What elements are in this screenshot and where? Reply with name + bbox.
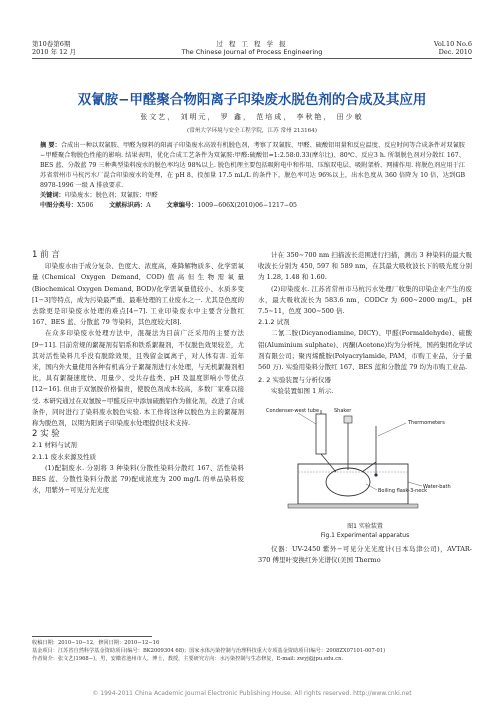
subsection-heading: 2. 2 实验装置与分析仪器 [258,376,331,385]
header-rule [32,58,472,59]
section-intro-heading: 1 前 言 [32,250,60,260]
apparatus-diagram [258,402,472,522]
paragraph: 仪器：UV-2450 紫外−可见分光光度计(日本岛津公司)，AVTAR-370 傅里叶变换红外光谱仪(美国 Thermo [258,544,472,564]
paper-title: 双氰胺−甲醛聚合物阳离子印染废水脱色剂的合成及其应用 [77,92,427,108]
abstract: 摘 要：合成出一种以双氰胺、甲醛为原料的阳离子印染废水高效有机脱色剂，考察了双氰胺、甲醛、硫酸铝用量和反应温度、反应时间等合成条件对双氰胺−甲醛聚合物脱色性能的影响. 结果表明，优化合成工艺条件为双氰胺:甲醛:硫酸铝=1:2.58:0.33(摩尔比)、80℃、反应3 h. 所制脱色剂对分散红 167、BES 蓝、分散蓝 79 三种典型染料废水的脱色率均达 98%以上. 脱色机理主要包括吸附电中和作用、压缩双电层、吸附架桥、网捕作用. 将脱色剂应用于江苏省常州市马杭污水厂混合印染废水的处理，在 pH 8、投加量 17.5 mL/L 的条件下，脱色率可达 96%以上，出水色度从 360 倍降为 10 倍，达到GB 8978-1996 一级 A 排放要求. 关键词：印染废水；脱色剂；双氰胺；甲醛 中图分类号：X506 文献标识码：A 文章编号：1009−606X(2010)06−1217−05 [40,142,465,209]
copyright-line: © 1994-2011 China Academic Journal Electronic Publishing House. All rights reserved. http://www.cnki.net [92,690,412,697]
footnote: 收稿日期：2010−10−12，修回日期：2010−12−16 基金项目：江苏省自然科学基金资助项目(编号：BK2009304 68)；国家水体污染控制与治理科技重大专项基金资助项目(编号：2008ZX07101-007-01) 作者简介：张文艺(1968−)，男，安徽省池州市人，博士，教授，主要研究方向：水污染控制与生态修复，E-mail: zwyj@jpu.edu.cn. [32,640,386,662]
subsection-heading: 2.1.1 废水来源及性质 [32,452,97,461]
left-column [32,250,244,496]
subsection-heading: 2.1 材料与试剂 [32,441,77,450]
condenser-shape [316,414,326,454]
figure-apparatus [258,402,472,522]
authors: 张文艺， 刘明元， 罗 鑫， 范培成， 李秋艳， 田少敏 [140,113,364,121]
paragraph: (1)配制废水. 分别将 3 种染料(分散性染料分散红 167、活性染料 BES 蓝、分散性染料分散蓝 79)配成浓度为 200 mg/L 的单品染料废水，用紫外−可见分光光度 [32,463,244,495]
water-bath-shape [298,464,408,504]
label-flask: Boiling flask-3-neck [378,487,427,494]
paragraph: 实验装置如图 1 所示. [271,387,334,396]
subsection-heading: 2.1.2 试剂 [258,318,290,327]
paragraph: 二氰二胺(Dicyanodiamine, DICY)、甲醛(Formaldehyde)、硫酸铝(Aluminium sulphate)、丙酮(Acetone)均为分析纯，国药集团化学试剂有限公司；聚丙烯酰胺(Polyacrylamide, PAM，市购工业品，分子量 560 万). 实验用染料分散红 167、BES 蓝和分散蓝 79 均为市购工业品. [258,329,472,372]
paragraph: 计在 350∼700 nm 扫描波长范围进行扫描，测出 3 种染料的最大吸收波长分别为 450, 597 和 589 nm，在其最大吸收波长下的吸光度分别为 1.28, 1.48 和 1.60. [258,251,472,282]
classification-line: 中图分类号：X506 文献标识码：A 文章编号：1009−606X(2010)06−1217−05 [40,202,297,209]
right-column [258,250,472,566]
figure-caption: 图1 实验装置 Fig.1 Experimental apparatus [320,522,410,539]
affiliation: (常州大学环境与安全工程学院，江苏 常州 213164) [187,128,317,134]
header-issue: Vol.10 No.6 Dec. 2010 [433,40,472,56]
section-experiment-heading: 2 实 验 [32,429,60,440]
label-condenser: Condenser-west tube [266,407,320,414]
label-water-bath: Water-bath [423,483,451,490]
label-shaker: Shaker [334,407,352,414]
journal-name: 过 程 工 程 学 报 The Chinese Journal of Process Engineering [181,40,323,56]
paragraph: (2)印染废水. 江苏省常州市马杭污水处理厂收集的印染企业产生的废水，最大吸收波长为 583.6 nm，CODCr 为 600∼2000 mg/L，pH 7.5∼11，色度 300∼500 倍. [258,284,472,316]
header-volume: 第10卷第6期 2010 年 12 月 [32,40,77,56]
paragraph: 印染废水由于成分复杂、色度大、浓度高，难降解物质多、化学需氧量(Chemical Oxygen Demand, COD)值高但生物需氧量(Biochemical Oxygen Demand, BOD)/化学需氧量值较小、水质多变[1−3]等特点，成为污染最严重、最难处理的工业废水之一. 尤其是色度的去除更是印染废水处理的难点[4−7]. 工业印染废水中主要含分散红 167、BES 蓝、分散蓝 79 等染料，其色度较大[8]. [32,262,244,327]
footnote-rule [32,636,152,637]
paragraph: 在众多印染废水处理方法中，混凝法为目前广泛采用的主要方法[9−11]. 目前常规的絮凝剂有铝系和铁系絮凝剂，不仅脱色效果较差，尤其对活性染料几乎没有脱除效果，且残留金属离子，对人体有害. 近年来，国内外大量使用各种有机高分子絮凝剂进行水处理，与无机絮凝剂相比，具有絮凝速度快、用量少、受共存盐类、pH 及温度影响小等优点[12−16]. 但由于双氰胺价格偏贵，使脱色剂成本较高，多数厂家难以接受. 本研究通过在双氰胺−甲醛反应中添加硫酸铝作为催化剂，改进了合成条件，同时进行了染料废水脱色实验. 本工作将这种以脱色为主的絮凝剂称为脱色剂，以期为阳离子印染废水处理提供技术支持. [32,329,244,428]
label-thermometers: Thermometers [408,419,445,426]
